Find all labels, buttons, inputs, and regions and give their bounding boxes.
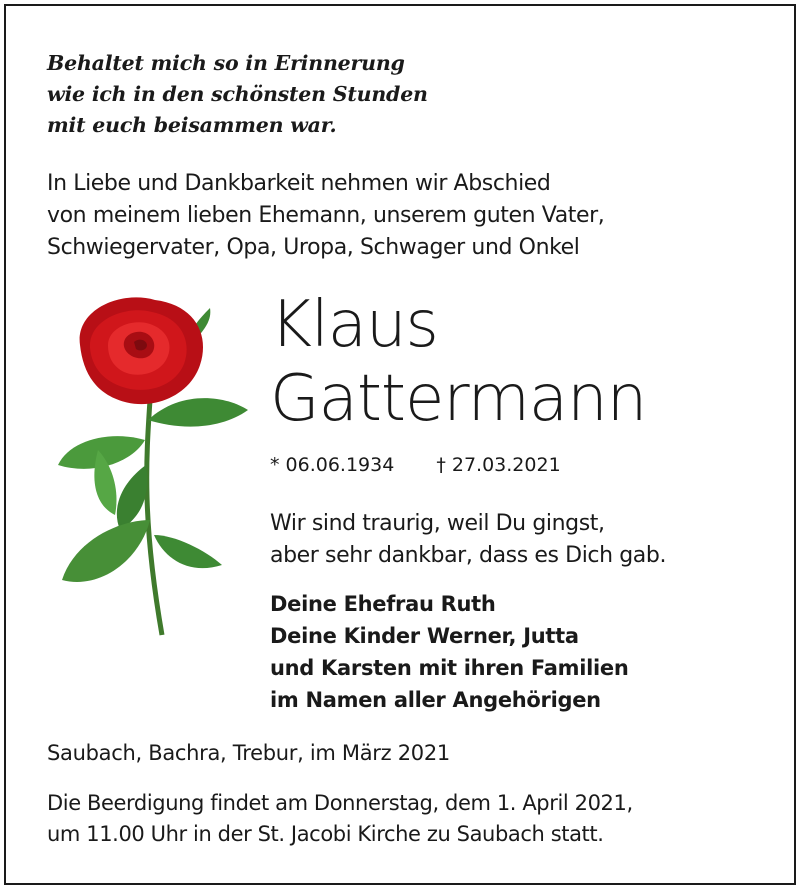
place-date: Saubach, Bachra, Trebur, im März 2021 xyxy=(47,741,450,765)
quote-line: aber sehr dankbar, dass es Dich gab. xyxy=(270,543,667,568)
life-dates xyxy=(270,452,561,478)
motto-verse xyxy=(47,48,428,141)
intro-line: Schwiegervater, Opa, Uropa, Schwager und Onkel xyxy=(47,235,580,260)
rose-leaf xyxy=(148,398,248,426)
funeral-line: um 11.00 Uhr in der St. Jacobi Kirche zu Saubach statt. xyxy=(47,822,604,846)
death-date: † 27.03.2021 xyxy=(436,454,561,476)
quote-line: Wir sind traurig, weil Du gingst, xyxy=(270,511,605,536)
mourners-line: Deine Kinder Werner, Jutta xyxy=(270,624,579,648)
funeral-line: Die Beerdigung findet am Donnerstag, dem 1. April 2021, xyxy=(47,791,633,815)
mourners-line: und Karsten mit ihren Familien xyxy=(270,656,629,680)
deceased-name xyxy=(270,288,646,436)
rose-leaf xyxy=(154,535,222,568)
motto-line: wie ich in den schönsten Stunden xyxy=(47,82,428,106)
mourners-line: im Namen aller Angehörigen xyxy=(270,688,601,712)
mourners-line: Deine Ehefrau Ruth xyxy=(270,592,496,616)
rose-leaf xyxy=(117,465,147,530)
rose-stem xyxy=(147,400,162,635)
rose-leaf xyxy=(62,520,150,582)
first-name: Klaus xyxy=(270,288,438,362)
motto-line: mit euch beisammen war. xyxy=(47,113,337,137)
last-name: Gattermann xyxy=(270,362,647,436)
funeral-notice xyxy=(47,788,633,850)
motto-line: Behaltet mich so in Erinnerung xyxy=(47,51,405,75)
red-rose-icon xyxy=(50,290,260,650)
intro-line: In Liebe und Dankbarkeit nehmen wir Abschied xyxy=(47,171,551,196)
memorial-quote xyxy=(270,508,666,572)
mourners-list xyxy=(270,588,628,716)
intro-line: von meinem lieben Ehemann, unserem guten Vater, xyxy=(47,203,605,228)
intro-text xyxy=(47,168,604,264)
birth-date: * 06.06.1934 xyxy=(270,454,395,476)
